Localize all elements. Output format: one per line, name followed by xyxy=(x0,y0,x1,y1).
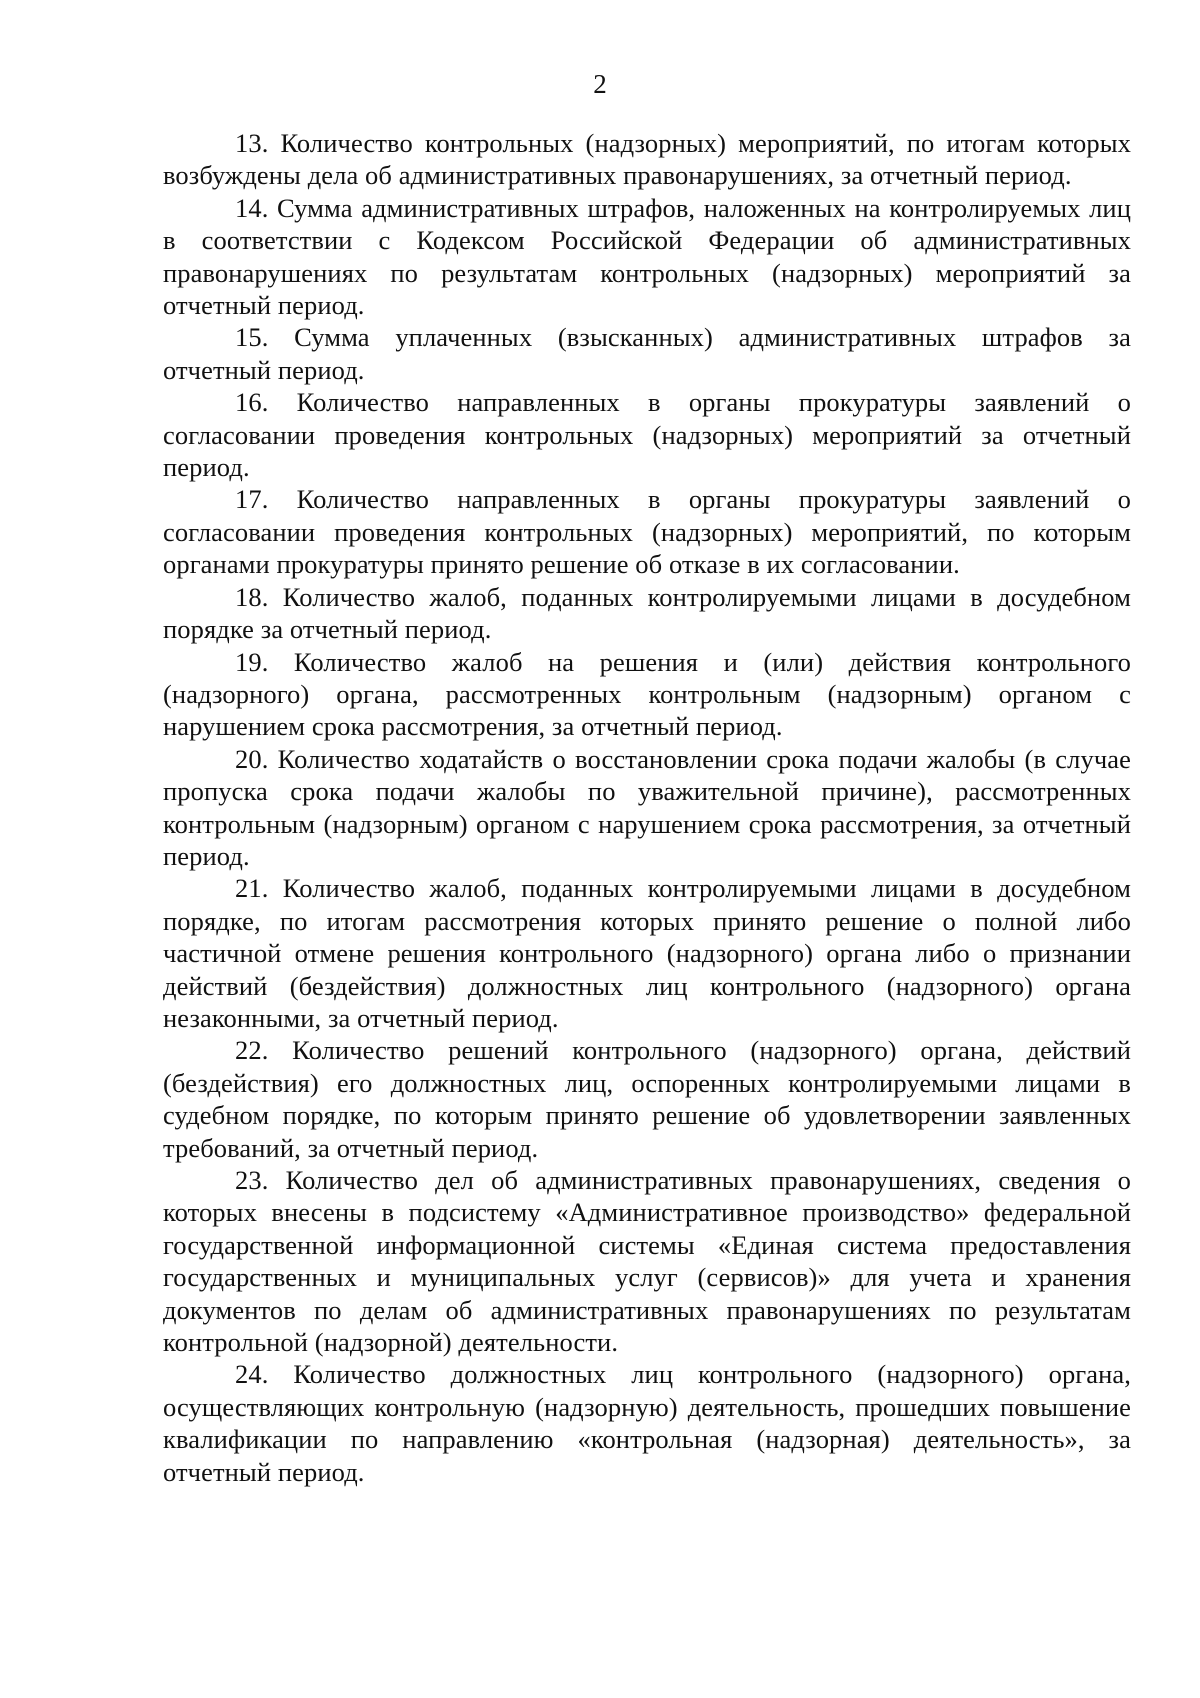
list-item-16: 16. Количество направленных в органы прокуратуры заявлений о согласовании проведения контрольных (надзорных) мероприятий за отчетный период. xyxy=(163,387,1131,483)
list-item-13: 13. Количество контрольных (надзорных) мероприятий, по итогам которых возбуждены дела об административных правонарушениях, за отчетный период. xyxy=(163,128,1131,191)
document-body xyxy=(163,127,1131,1488)
list-item-15: 15. Сумма уплаченных (взысканных) административных штрафов за отчетный период. xyxy=(163,322,1131,385)
list-item-23: 23. Количество дел об административных правонарушениях, сведения о которых внесены в подсистему «Административное производство» федеральной государственной информационной системы «Единая система предоставления государственных и муниципальных услуг (сервисов)» для учета и хранения документов по делам об административных правонарушениях по результатам контрольной (надзорной) деятельности. xyxy=(163,1165,1131,1358)
list-item-22: 22. Количество решений контрольного (надзорного) органа, действий (бездействия) его должностных лиц, оспоренных контролируемыми лицами в судебном порядке, по которым принято решение об удовлетворении заявленных требований, за отчетный период. xyxy=(163,1035,1131,1163)
list-item-20: 20. Количество ходатайств о восстановлении срока подачи жалобы (в случае пропуска срока подачи жалобы по уважительной причине), рассмотренных контрольным (надзорным) органом с нарушением срока рассмотрения, за отчетный период. xyxy=(163,743,1131,871)
page-number: 2 xyxy=(593,69,607,99)
list-item-17: 17. Количество направленных в органы прокуратуры заявлений о согласовании проведения контрольных (надзорных) мероприятий, по которым органами прокуратуры принято решение об отказе в их согласовании. xyxy=(163,484,1131,580)
list-item-14: 14. Сумма административных штрафов, наложенных на контролируемых лиц в соответствии с Кодексом Российской Федерации об административных правонарушениях по результатам контрольных (надзорных) мероприятий за отчетный период. xyxy=(163,192,1131,321)
list-item-21: 21. Количество жалоб, поданных контролируемыми лицами в досудебном порядке, по итогам рассмотрения которых принято решение о полной либо частичной отмене решения контрольного (надзорного) органа либо о признании действий (бездействия) должностных лиц контрольного (надзорного) органа незаконными, за отчетный период. xyxy=(163,873,1131,1033)
list-item-24: 24. Количество должностных лиц контрольного (надзорного) органа, осуществляющих контрольную (надзорную) деятельность, прошедших повышение квалификации по направлению «контрольная (надзорная) деятельность», за отчетный период. xyxy=(163,1359,1131,1487)
list-item-19: 19. Количество жалоб на решения и (или) действия контрольного (надзорного) органа, рассмотренных контрольным (надзорным) органом с нарушением срока рассмотрения, за отчетный период. xyxy=(163,646,1131,742)
list-item-18: 18. Количество жалоб, поданных контролируемыми лицами в досудебном порядке за отчетный период. xyxy=(163,581,1131,645)
